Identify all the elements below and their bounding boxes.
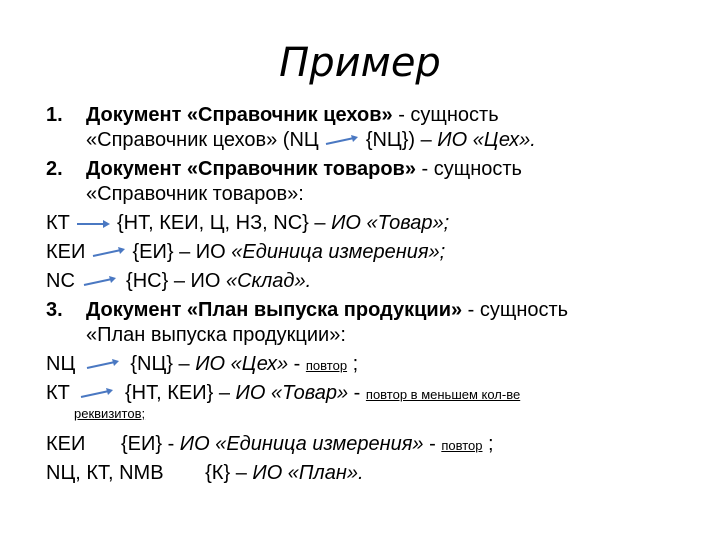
item-number: 3. xyxy=(46,299,63,321)
dependency-left: КТ xyxy=(46,382,70,404)
dependency-left: NC xyxy=(46,270,75,292)
item-number: 1. xyxy=(46,104,63,126)
document-name: Документ «План выпуска продукции» xyxy=(86,299,463,321)
arrow-icon xyxy=(80,275,120,289)
item-2-continuation: «Справочник товаров»: xyxy=(86,183,304,205)
entity-name: «Справочник цехов» (NЦ xyxy=(86,129,319,151)
document-name: Документ «Справочник цехов» xyxy=(86,104,393,126)
arrow-icon xyxy=(324,134,360,148)
dependency-plan xyxy=(46,462,364,485)
dash: - xyxy=(348,382,366,404)
dependency-left: КЕИ xyxy=(46,241,86,263)
dependency-right: {НС} – ИО xyxy=(126,270,221,292)
io-label: «Единица измерения»; xyxy=(225,241,446,263)
arrow-icon xyxy=(75,217,111,231)
dependency-right: {НТ, КЕИ} – xyxy=(125,382,230,404)
dependency-right: {NЦ} – xyxy=(130,353,190,375)
dependency-kt xyxy=(46,212,449,235)
dependency-kt2 xyxy=(46,382,520,405)
dependency-left: NЦ xyxy=(46,353,76,375)
dash: - xyxy=(288,353,306,375)
document-name: Документ «Справочник товаров» xyxy=(86,158,416,180)
entity-text: - сущность xyxy=(392,104,499,126)
dependency-right: {ЕИ} – ИО xyxy=(132,241,226,263)
dependency-kei xyxy=(46,241,445,264)
dependency-kei2 xyxy=(46,433,494,456)
repeat-note: повтор в меньшем кол-ве xyxy=(365,387,521,402)
entity-text: - сущность xyxy=(462,299,569,321)
arrow-icon xyxy=(75,387,119,401)
arrow-icon xyxy=(81,358,125,372)
separator: ; xyxy=(482,433,494,455)
io-label: ИО «Товар»; xyxy=(325,212,450,234)
item-1 xyxy=(46,104,499,127)
repeat-note: повтор xyxy=(441,438,483,453)
separator: ; xyxy=(347,353,359,375)
dependency-left: КТ xyxy=(46,212,70,234)
dependency-left: NЦ, КТ, NMB xyxy=(46,462,164,484)
io-label: ИО «План». xyxy=(246,462,364,484)
dependency-right: {К} – xyxy=(205,462,247,484)
item-2 xyxy=(46,158,522,181)
dependency-left: КЕИ xyxy=(46,433,86,455)
dependency-nc xyxy=(46,270,311,293)
item-1-continuation xyxy=(86,129,536,152)
entity-text: - сущность xyxy=(415,158,522,180)
item-3 xyxy=(46,299,568,322)
arrow-icon xyxy=(91,246,127,260)
io-label: ИО «Единица измерения» xyxy=(174,433,424,455)
slide-title: Пример xyxy=(279,40,441,86)
repeat-note: повтор xyxy=(305,358,348,373)
io-label: ИО «Цех». xyxy=(431,129,536,151)
dependency-right: {НТ, КЕИ, Ц, НЗ, NC} – xyxy=(117,212,326,234)
dash: - xyxy=(423,433,442,455)
attribute-set: {NЦ}) – xyxy=(365,129,432,151)
io-label: «Склад». xyxy=(220,270,312,292)
io-label: ИО «Товар» xyxy=(229,382,349,404)
item-3-continuation: «План выпуска продукции»: xyxy=(86,324,346,346)
dependency-right: {ЕИ} - xyxy=(120,433,175,455)
dependency-nc2 xyxy=(46,353,358,376)
repeat-note-continuation: реквизитов; xyxy=(74,406,146,421)
item-number: 2. xyxy=(46,158,63,180)
io-label: ИО «Цех» xyxy=(189,353,289,375)
